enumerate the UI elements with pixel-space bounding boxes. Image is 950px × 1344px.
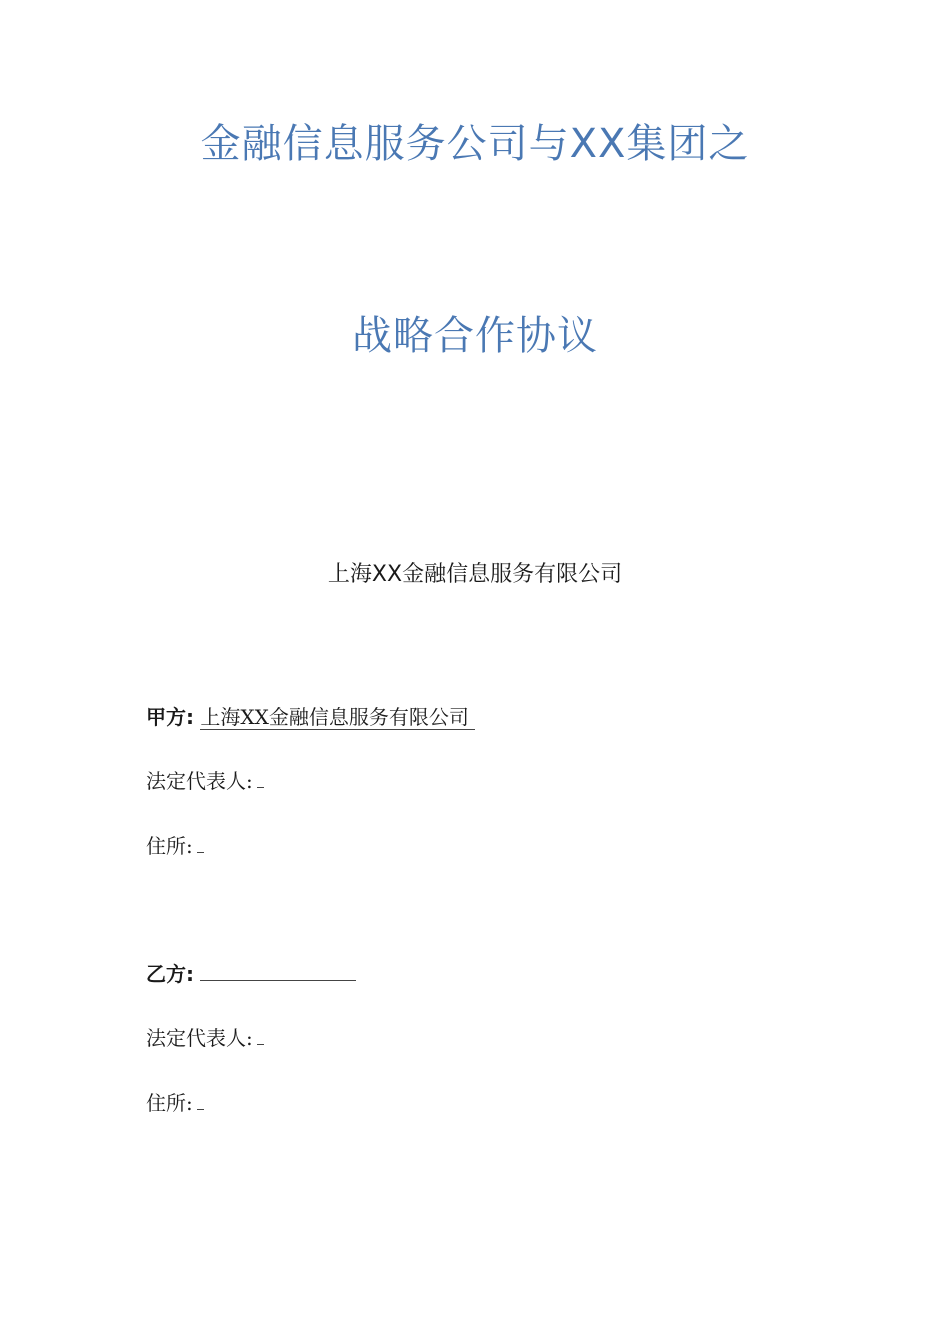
party-b-rep-blank — [257, 1026, 264, 1045]
document-title-line-2: 战略合作协议 — [352, 313, 598, 359]
party-a-rep-label: 法定代表人: — [146, 769, 253, 793]
party-b-label: 乙方: — [146, 962, 194, 986]
party-a-address — [146, 832, 204, 860]
document-title-line-1: 金融信息服务公司与XX集团之 — [200, 121, 750, 167]
party-b-line — [146, 960, 356, 988]
party-b-address-blank — [197, 1091, 204, 1110]
party-a-address-blank — [197, 834, 204, 853]
party-a-line — [146, 703, 475, 731]
party-b-address — [146, 1089, 204, 1117]
party-b-address-label: 住所: — [146, 1091, 193, 1115]
party-b-representative — [146, 1024, 264, 1052]
party-a-address-label: 住所: — [146, 834, 193, 858]
company-name-centered: 上海XX金融信息服务有限公司 — [327, 562, 623, 587]
party-b-name-blank — [200, 960, 356, 981]
party-b-rep-label: 法定代表人: — [146, 1026, 253, 1050]
party-a-rep-blank — [257, 769, 264, 788]
party-a-label: 甲方: — [146, 705, 194, 729]
party-a-representative — [146, 767, 264, 795]
party-a-name: 上海XX金融信息服务有限公司 — [200, 705, 474, 730]
